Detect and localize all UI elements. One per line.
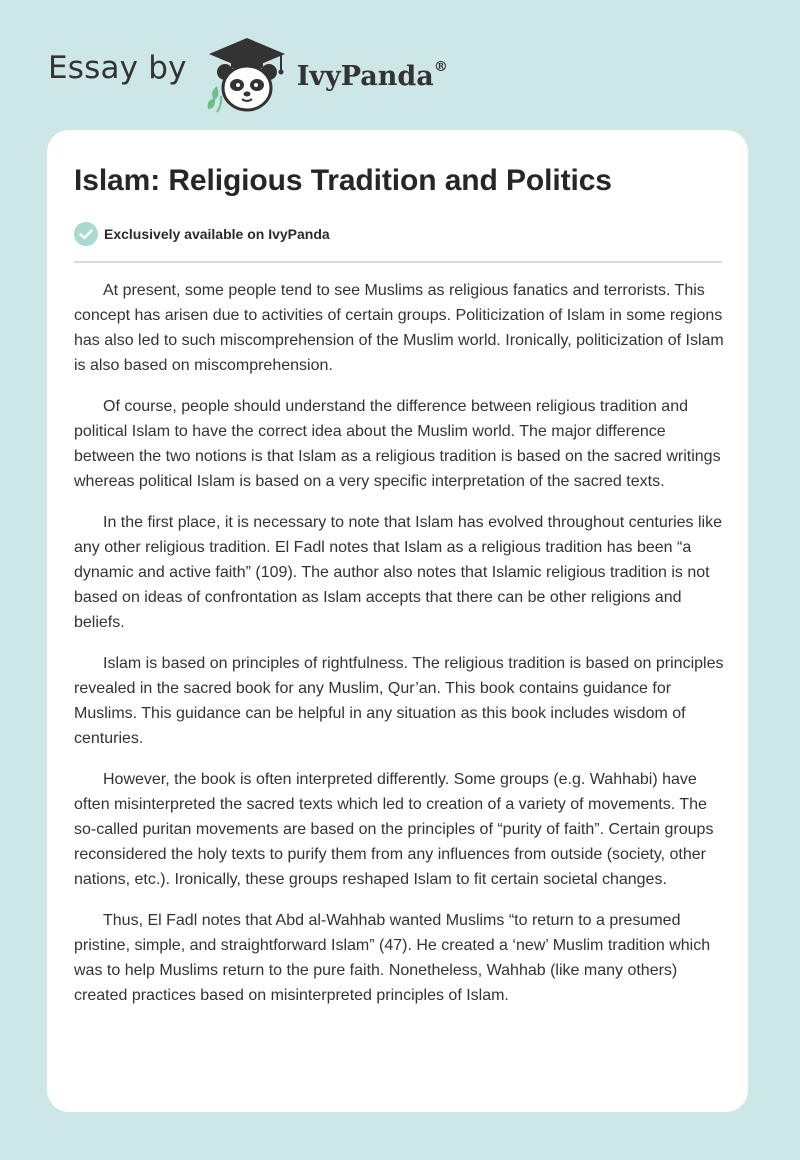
exclusive-badge — [74, 222, 330, 246]
registered-mark: ® — [433, 58, 448, 75]
paragraph: Islam is based on principles of rightfulness. The religious tradition is based on principles revealed in the sacred book for any Muslim, Qur’an. This book contains guidance for Muslims. This guidance can be helpful in any situation as this book includes wisdom of centuries. — [74, 655, 724, 747]
paragraph: Of course, people should understand the difference between religious tradition and political Islam to have the correct idea about the Muslim world. The major difference between the two notions is that Islam as a religious tradition is based on the sacred writings whereas political Islam is based on a very specific interpretation of the sacred texts. — [74, 398, 721, 490]
check-circle-icon — [74, 222, 98, 246]
site-header — [48, 34, 448, 114]
brand-text: IvyPanda — [296, 60, 434, 92]
paragraph: Thus, El Fadl notes that Abd al-Wahhab wanted Muslims “to return to a presumed pristine, simple, and straightforward Islam” (47). He created a ‘new’ Muslim tradition which was to help Muslims return to the pure faith. Nonetheless, Wahhab (like many others) created practices based on misinterpreted principles of Islam. — [74, 912, 711, 1004]
paragraph: At present, some people tend to see Muslims as religious fanatics and terrorists. This concept has arisen due to activities of certain groups. Politicization of Islam in some regions has also led to such miscomprehension of the Muslim world. Ironically, politicization of Islam is also based on miscomprehension. — [74, 282, 724, 374]
ivypanda-logo-icon[interactable] — [201, 34, 293, 114]
essay-body — [74, 278, 725, 1024]
paragraph: However, the book is often interpreted differently. Some groups (e.g. Wahhabi) have often misinterpreted the sacred texts which led to creation of a variety of movements. The so-called puritan movements are based on the principles of “purity of faith”. Certain groups reconsidered the holy texts to purify them from any influences from outside (society, other nations, etc.). Ironically, these groups reshaped Islam to fit certain societal changes. — [74, 771, 714, 888]
exclusive-badge-text: Exclusively available on IvyPanda — [104, 226, 330, 242]
essay-card — [47, 130, 748, 1112]
page-title: Islam: Religious Tradition and Politics — [74, 164, 612, 197]
brand-name[interactable] — [296, 58, 448, 92]
essay-by-label: Essay by — [48, 50, 187, 86]
title-divider — [74, 261, 722, 263]
paragraph: In the first place, it is necessary to note that Islam has evolved throughout centuries like any other religious tradition. El Fadl notes that Islam as a religious tradition has been “a dynamic and active faith” (109). The author also notes that Islamic religious tradition is not based on ideas of confrontation as Islam accepts that there can be other religions and beliefs. — [74, 514, 722, 631]
